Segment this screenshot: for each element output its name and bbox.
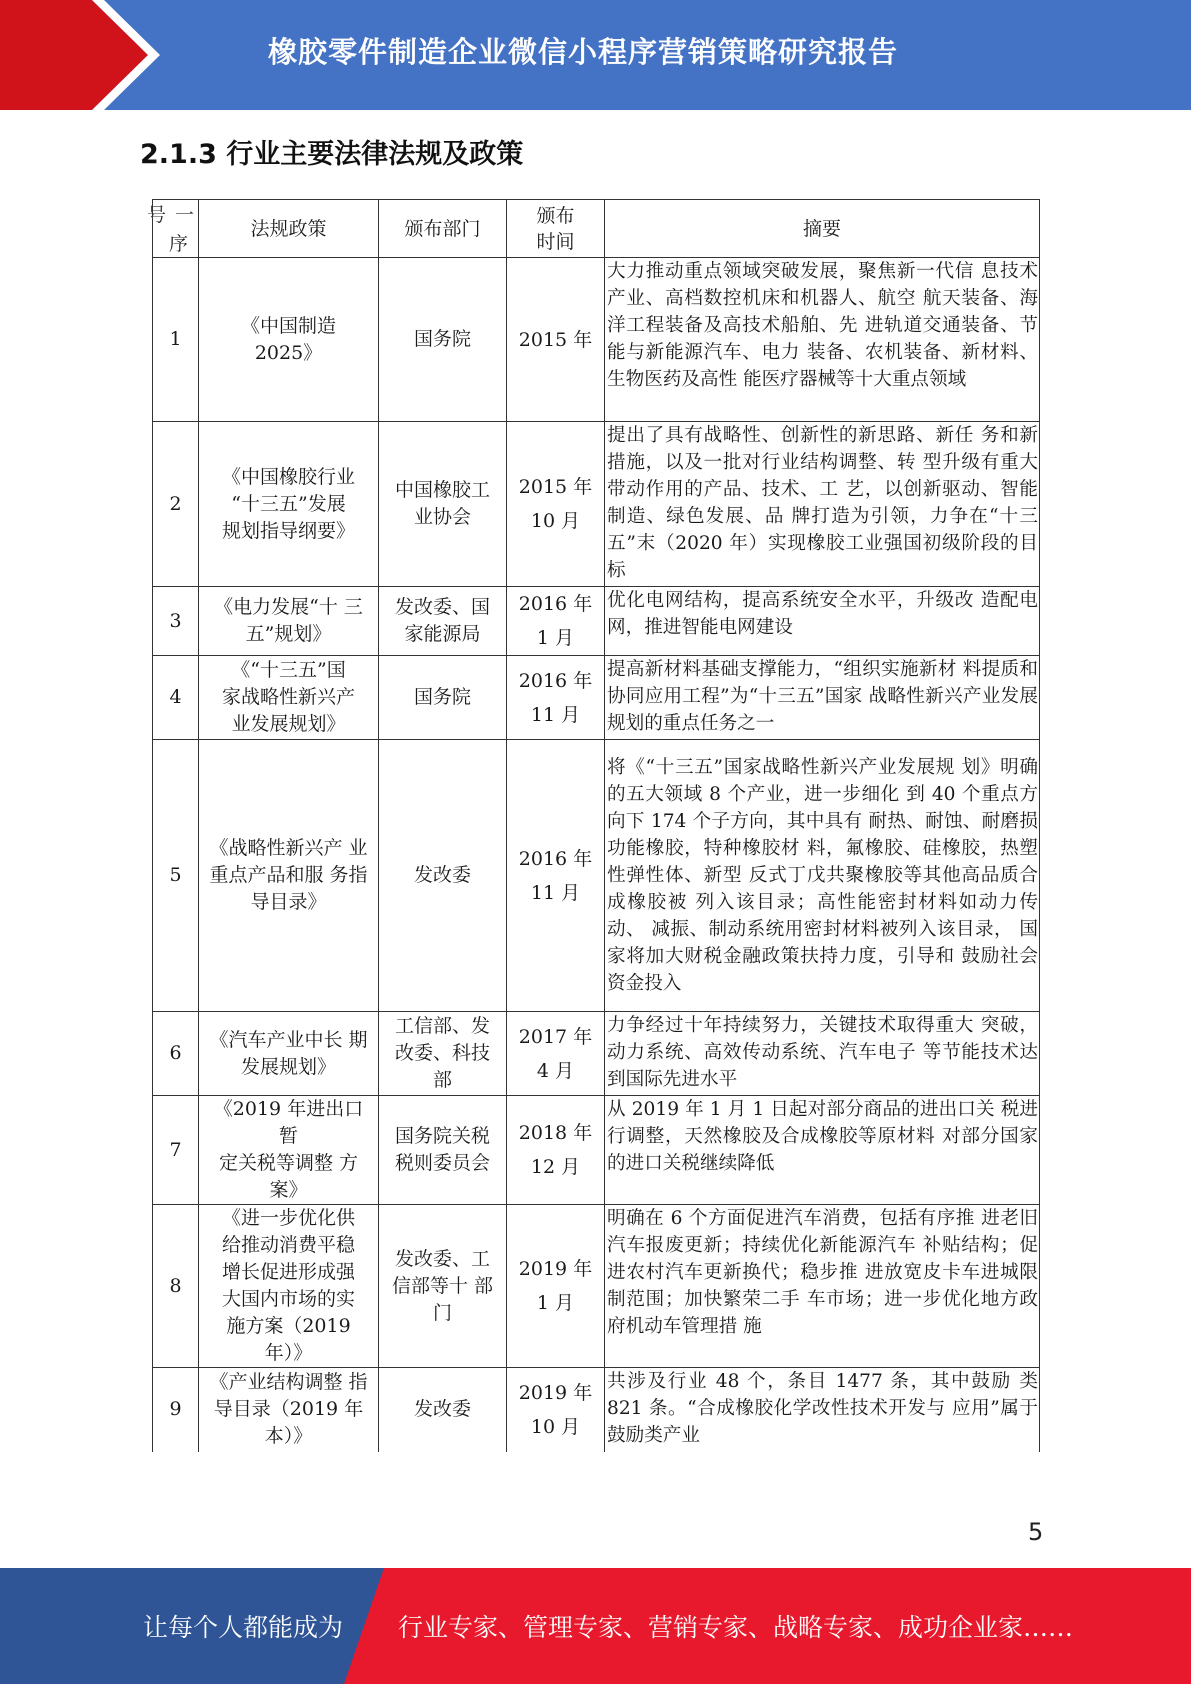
- row-summary: 共涉及行业 48 个，条目 1477 条，其中鼓励 类 821 条。“合成橡胶化学改性技术开发与 应用”属于鼓励类产业: [605, 1368, 1040, 1452]
- page-number: 5: [1028, 1518, 1044, 1546]
- table-row: [153, 740, 1040, 1012]
- row-time: 2016 年 11 月: [507, 740, 605, 1012]
- row-number: 7: [153, 1096, 199, 1205]
- table-row: [153, 422, 1040, 587]
- footer-banner: [0, 1568, 1191, 1684]
- row-department: 工信部、发 改委、科技 部: [379, 1012, 507, 1096]
- row-time: 2018 年 12 月: [507, 1096, 605, 1205]
- row-summary: 明确在 6 个方面促进汽车消费，包括有序推 进老旧汽车报废更新；持续优化新能源汽车 补贴结构；促进农村汽车更新换代；稳步推 进放宽皮卡车进城限制范围；加快繁荣二手 车市场；进一步优化地方政府机动车管理措 施: [605, 1205, 1040, 1368]
- row-department: 国务院: [379, 258, 507, 422]
- table-header-row: [153, 200, 1040, 258]
- row-number: 4: [153, 656, 199, 740]
- footer-slogan-right: 行业专家、管理专家、营销专家、战略专家、成功企业家……: [398, 1613, 1074, 1642]
- row-time: 2019 年 10 月: [507, 1368, 605, 1452]
- table-row: [153, 1012, 1040, 1096]
- row-policy: 《2019 年进出口 暂 定关税等调整 方 案》: [199, 1096, 379, 1205]
- row-summary: 优化电网结构，提高系统安全水平，升级改 造配电网，推进智能电网建设: [605, 587, 1040, 656]
- row-policy: 《电力发展“十 三 五”规划》: [199, 587, 379, 656]
- row-policy: 《进一步优化供 给推动消费平稳 增长促进形成强 大国内市场的实 施方案（2019 年）》: [199, 1205, 379, 1368]
- row-summary: 提出了具有战略性、创新性的新思路、新任 务和新措施，以及一批对行业结构调整、转 型升级有重大带动作用的产品、技术、工 艺，以创新驱动、智能制造、绿色发展、品 牌打造为引领，力争在“十三五”末（2020 年）实现橡胶工业强国初级阶段的目标: [605, 422, 1040, 587]
- row-policy: 《“十三五”国 家战略性新兴产 业发展规划》: [199, 656, 379, 740]
- row-summary: 力争经过十年持续努力，关键技术取得重大 突破，动力系统、高效传动系统、汽车电子 等节能技术达到国际先进水平: [605, 1012, 1040, 1096]
- row-department: 发改委、国 家能源局: [379, 587, 507, 656]
- table-body: [153, 258, 1040, 1452]
- row-summary: 将《“十三五”国家战略性新兴产业发展规 划》明确的五大领域 8 个产业，进一步细化 到 40 个重点方向下 174 个子方向，其中具有 耐热、耐蚀、耐磨损功能橡胶，特种橡胶材 料，氟橡胶、硅橡胶，热塑性弹性体、新型 反式丁戊共聚橡胶等其他高品质合成橡胶被 列入该目录；高性能密封材料如动力传动、 减振、制动系统用密封材料被列入该目录， 国家将加大财税金融政策扶持力度，引导和 鼓励社会资金投入: [605, 740, 1040, 1012]
- header-summary: 摘要: [605, 200, 1040, 258]
- row-number: 8: [153, 1205, 199, 1368]
- table-row: [153, 1096, 1040, 1205]
- row-number: 1: [153, 258, 199, 422]
- row-number: 2: [153, 422, 199, 587]
- header-department: 颁布部门: [379, 200, 507, 258]
- header-banner: [0, 0, 1191, 110]
- row-department: 国务院: [379, 656, 507, 740]
- row-number: 6: [153, 1012, 199, 1096]
- row-policy: 《中国橡胶行业 “十三五”发展 规划指导纲要》: [199, 422, 379, 587]
- row-summary: 提高新材料基础支撑能力，“组织实施新材 料提质和协同应用工程”为“十三五”国家 战略性新兴产业发展规划的重点任务之一: [605, 656, 1040, 740]
- row-summary: 从 2019 年 1 月 1 日起对部分商品的进出口关 税进行调整，天然橡胶及合成橡胶等原材料 对部分国家的进口关税继续降低: [605, 1096, 1040, 1205]
- table-row: [153, 656, 1040, 740]
- header-index: [147, 200, 199, 258]
- table-row: [153, 587, 1040, 656]
- section-heading: 2.1.3 行业主要法律法规及政策: [140, 139, 524, 170]
- row-time: 2019 年 1 月: [507, 1205, 605, 1368]
- header-policy: 法规政策: [199, 200, 379, 258]
- report-title: 橡胶零件制造企业微信小程序营销策略研究报告: [268, 35, 899, 69]
- row-policy: 《中国制造 2025》: [199, 258, 379, 422]
- row-department: 发改委: [379, 740, 507, 1012]
- header-index-ghost: 号: [147, 204, 167, 226]
- row-department: 中国橡胶工 业协会: [379, 422, 507, 587]
- row-policy: 《汽车产业中长 期 发展规划》: [199, 1012, 379, 1096]
- header-index-dash: 一: [174, 204, 194, 226]
- policy-table: [147, 199, 1040, 1452]
- row-department: 发改委、工 信部等十 部 门: [379, 1205, 507, 1368]
- header-time: 颁布 时间: [507, 200, 605, 258]
- row-time: 2015 年 10 月: [507, 422, 605, 587]
- row-time: 2017 年 4 月: [507, 1012, 605, 1096]
- table-row: [153, 258, 1040, 422]
- row-time: 2015 年: [507, 258, 605, 422]
- footer-slogan-left: 让每个人都能成为: [143, 1613, 344, 1642]
- header-index-label: 序: [169, 233, 189, 255]
- table-row: [153, 1368, 1040, 1452]
- table-row: [153, 1205, 1040, 1368]
- row-department: 国务院关税 税则委员会: [379, 1096, 507, 1205]
- row-policy: 《战略性新兴产 业 重点产品和服 务指 导目录》: [199, 740, 379, 1012]
- row-department: 发改委: [379, 1368, 507, 1452]
- row-time: 2016 年 11 月: [507, 656, 605, 740]
- row-time: 2016 年 1 月: [507, 587, 605, 656]
- row-number: 9: [153, 1368, 199, 1452]
- row-policy: 《产业结构调整 指 导目录（2019 年 本）》: [199, 1368, 379, 1452]
- row-summary: 大力推动重点领域突破发展，聚焦新一代信 息技术产业、高档数控机床和机器人、航空 航天装备、海洋工程装备及高技术船舶、先 进轨道交通装备、节能与新能源汽车、电力 装备、农机装备、新材料、生物医药及高性 能医疗器械等十大重点领域: [605, 258, 1040, 422]
- row-number: 5: [153, 740, 199, 1012]
- row-number: 3: [153, 587, 199, 656]
